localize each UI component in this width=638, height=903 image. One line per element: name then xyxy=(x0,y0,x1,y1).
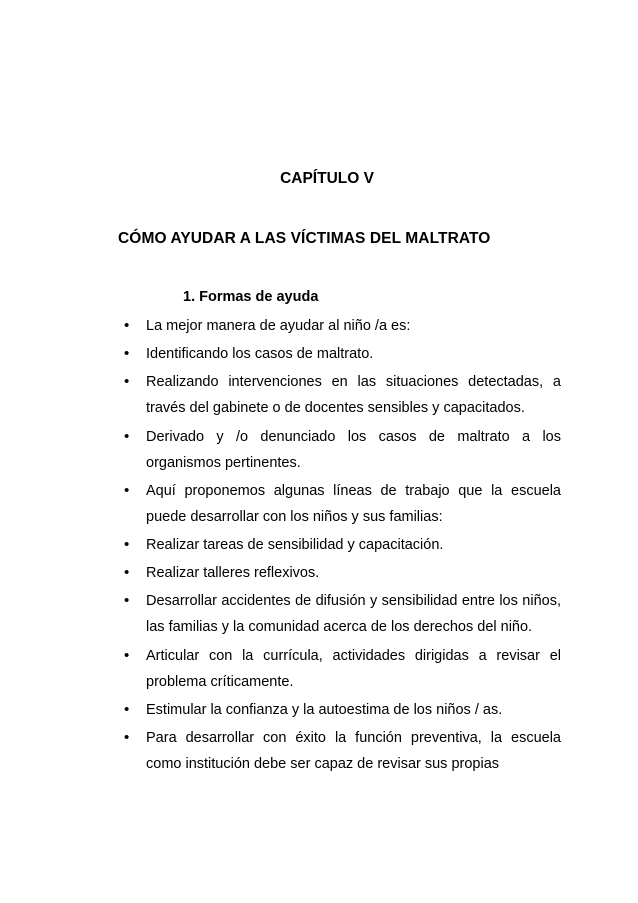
chapter-title: CAPÍTULO V xyxy=(280,170,374,187)
bullet-icon: • xyxy=(124,345,130,363)
bullet-icon: • xyxy=(124,535,130,553)
bullet-icon: • xyxy=(124,700,130,718)
bullet-icon: • xyxy=(124,592,130,610)
list-item-text: Aquí proponemos algunas líneas de trabajo que la escuela puede desarrollar con los niños y sus familias: xyxy=(146,482,561,525)
bullet-icon: • xyxy=(124,427,130,445)
list-item-text: Realizar tareas de sensibilidad y capacitación. xyxy=(146,536,444,553)
list-item xyxy=(124,369,561,421)
list-item-text: Derivado y /o denunciado los casos de maltrato a los organismos pertinentes. xyxy=(146,428,561,471)
list-item-text: La mejor manera de ayudar al niño /a es: xyxy=(146,318,411,334)
list-item xyxy=(124,341,561,367)
section-heading: 1. Formas de ayuda xyxy=(183,289,319,305)
bullet-icon: • xyxy=(124,646,130,664)
bullet-icon: • xyxy=(124,728,130,746)
list-item xyxy=(124,697,561,723)
list-item xyxy=(124,313,561,339)
list-item-text: Desarrollar accidentes de difusión y sensibilidad entre los niños, las familias y la comunidad acerca de los derechos del niño. xyxy=(146,593,561,636)
list-item xyxy=(124,424,561,476)
bullet-list xyxy=(124,313,561,779)
bullet-icon: • xyxy=(124,481,130,499)
list-item xyxy=(124,532,561,558)
list-item-text: Realizando intervenciones en las situaciones detectadas, a través del gabinete o de docentes sensibles y capacitados. xyxy=(146,374,561,417)
list-item-text: Estimular la confianza y la autoestima de los niños / as. xyxy=(146,701,503,718)
list-item xyxy=(124,643,561,695)
list-item-text: Articular con la currícula, actividades dirigidas a revisar el problema críticamente. xyxy=(146,647,561,690)
list-item xyxy=(124,478,561,530)
list-item xyxy=(124,725,561,777)
list-item xyxy=(124,560,561,586)
list-item-text: Identificando los casos de maltrato. xyxy=(146,346,374,363)
bullet-icon: • xyxy=(124,373,130,391)
main-title: CÓMO AYUDAR A LAS VÍCTIMAS DEL MALTRATO xyxy=(118,230,491,247)
list-item-text: Realizar talleres reflexivos. xyxy=(146,565,320,582)
bullet-icon: • xyxy=(124,317,130,334)
list-item-text: Para desarrollar con éxito la función preventiva, la escuela como institución debe ser capaz de revisar sus propias xyxy=(146,729,561,772)
list-item xyxy=(124,588,561,640)
bullet-icon: • xyxy=(124,564,130,582)
